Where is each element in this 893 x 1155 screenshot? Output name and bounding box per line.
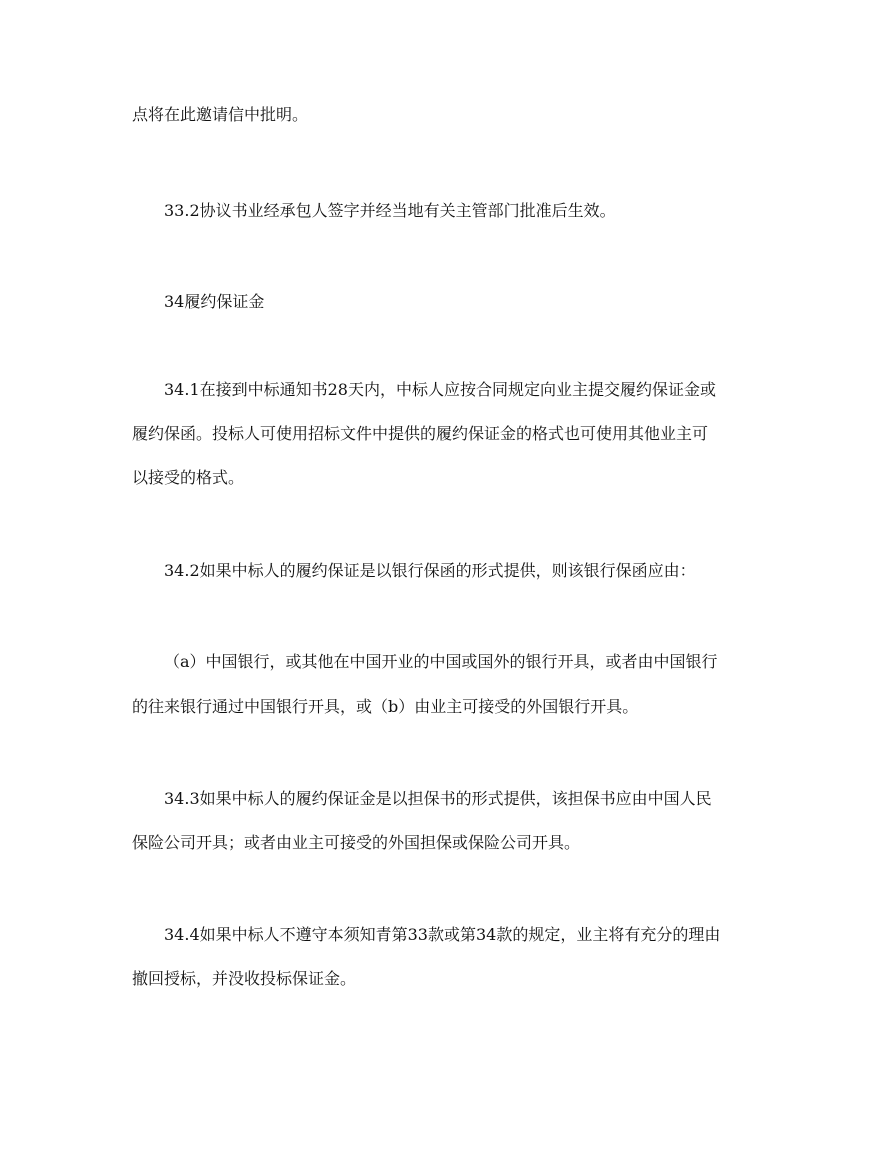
clause-34-3-line1: 34.3如果中标人的履约保证金是以担保书的形式提供，该担保书应由中国人民: [164, 789, 712, 808]
clause-34-2-a-line2: 的往来银行通过中国银行开具，或（b）由业主可接受的外国银行开具。: [132, 697, 639, 716]
clause-33-2: 33.2协议书业经承包人签字并经当地有关主管部门批准后生效。: [164, 201, 616, 220]
clause-34-2-a-line1: （a）中国银行，或其他在中国开业的中国或国外的银行开具，或者由中国银行: [164, 652, 718, 671]
text-line: 点将在此邀请信中批明。: [132, 105, 309, 124]
clause-34-3-line2: 保险公司开具；或者由业主可接受的外国担保或保险公司开具。: [132, 833, 581, 852]
clause-34-1-line2: 履约保函。投标人可使用招标文件中提供的履约保证金的格式也可使用其他业主可: [132, 424, 709, 443]
clause-34-1-line3: 以接受的格式。: [132, 468, 245, 487]
clause-34-1-line1: 34.1在接到中标通知书28天内，中标人应按合同规定向业主提交履约保证金或: [164, 380, 716, 399]
section-heading-34: 34履约保证金: [164, 292, 265, 311]
clause-34-2: 34.2如果中标人的履约保证是以银行保函的形式提供，则该银行保函应由：: [164, 561, 696, 580]
clause-34-4-line1: 34.4如果中标人不遵守本须知青第33款或第34款的规定，业主将有充分的理由: [164, 925, 721, 944]
clause-34-4-line2: 撤回授标，并没收投标保证金。: [132, 969, 357, 988]
